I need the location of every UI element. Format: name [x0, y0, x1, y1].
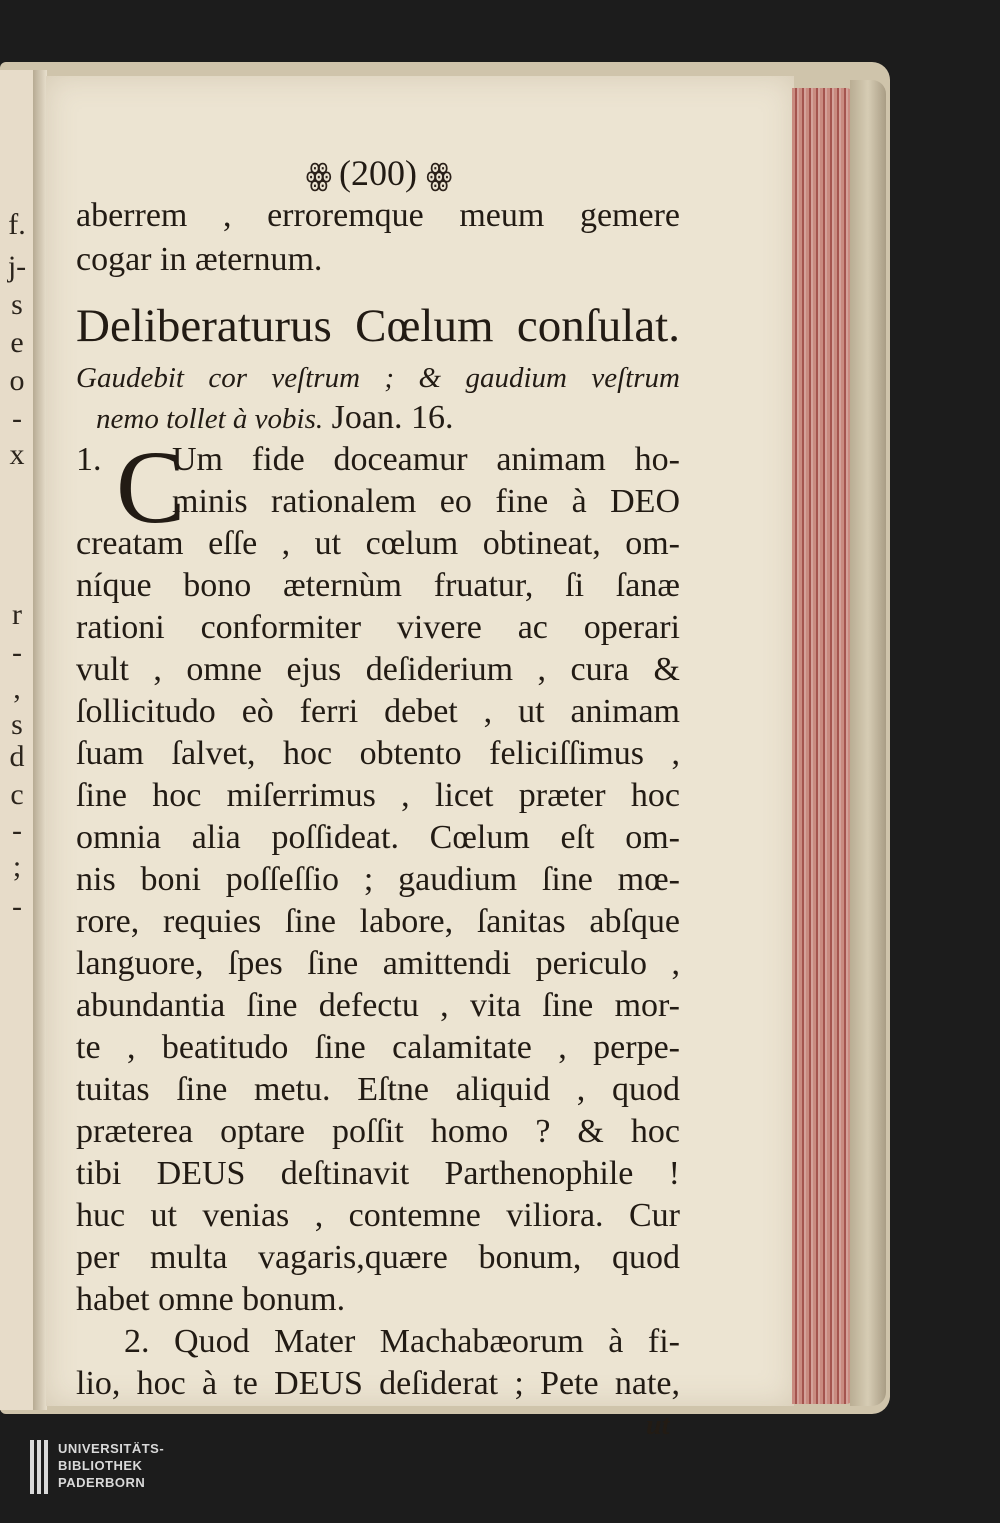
margin-char: j- — [7, 250, 27, 283]
drop-cap: C — [116, 430, 186, 545]
margin-char: , — [13, 672, 21, 705]
text-line: vult , omne ejus deſiderium , cura & — [76, 651, 680, 688]
text-line: nis boni poſſeſſio ; gaudium ſine mœ- — [76, 861, 680, 898]
text-line: níque bono æternùm fruatur, ſi ſanæ — [76, 567, 680, 604]
text-line: lio, hoc à te DEUS deſiderat ; Pete nate, — [76, 1365, 680, 1402]
library-name-line: PADERBORN — [58, 1475, 146, 1490]
margin-char: d — [9, 740, 25, 773]
text-line: ſollicitudo eò ferri debet , ut animam — [76, 693, 680, 730]
text-line: tuitas ſine metu. Eſtne aliquid , quod — [76, 1071, 680, 1108]
library-name-line: UNIVERSITÄTS- — [58, 1441, 165, 1456]
margin-char: o — [9, 364, 25, 397]
catchword: ut — [646, 1410, 670, 1441]
paragraph-number: 1. — [76, 441, 102, 478]
epigraph-reference: Joan. 16. — [331, 399, 454, 436]
text-line: Um fide doceamur animam ho- — [172, 441, 680, 478]
cover-edge — [850, 80, 886, 1406]
text-line: aberrem , erroremque meum gemere — [76, 197, 680, 234]
margin-char: s — [11, 288, 23, 321]
text-line: rationi conformiter vivere ac operari — [76, 609, 680, 646]
margin-char: - — [12, 402, 22, 435]
library-name — [58, 1440, 164, 1491]
book-gutter — [33, 70, 47, 1410]
text-line: rore, requies ſine labore, ſanitas abſque — [76, 903, 680, 940]
ornament-left-icon: ꙮ — [305, 159, 330, 192]
ornament-right-icon: ꙮ — [425, 159, 451, 192]
epigraph-line: Gaudebit cor veſtrum ; & gaudium veſtrum — [76, 362, 680, 394]
margin-char: - — [12, 636, 22, 669]
text-line: habet omne bonum. — [76, 1281, 346, 1318]
text-line: te , beatitudo ſine calamitate , perpe- — [76, 1029, 680, 1066]
red-page-edges — [792, 88, 854, 1404]
epigraph-text: nemo tollet à vobis. — [96, 403, 324, 435]
margin-char: s — [11, 708, 23, 741]
margin-char: r — [12, 598, 22, 631]
text-line: omnia alia poſſideat. Cœlum eſt om- — [76, 819, 680, 856]
section-heading: Deliberaturus Cœlum conſulat. — [76, 300, 680, 352]
margin-char: - — [12, 890, 22, 923]
text-line: per multa vagaris,quære bonum, quod — [76, 1239, 680, 1276]
text-line: præterea optare poſſit homo ? & hoc — [76, 1113, 680, 1150]
library-logo — [30, 1440, 200, 1500]
previous-page-strip — [0, 70, 36, 1410]
margin-char: - — [12, 814, 22, 847]
library-name-line: BIBLIOTHEK — [58, 1458, 143, 1473]
text-line: huc ut venias , contemne viliora. Cur — [76, 1197, 680, 1234]
text-line: tibi DEUS deſtinavit Parthenophile ! — [76, 1155, 680, 1192]
margin-char: e — [10, 326, 24, 359]
text-line: 2. Quod Mater Machabæorum à fi- — [124, 1323, 680, 1360]
text-line: ſine hoc miſerrimus , licet præter hoc — [76, 777, 680, 814]
margin-char: f. — [8, 208, 26, 241]
margin-char: c — [10, 778, 24, 811]
library-logo-icon — [30, 1440, 52, 1494]
text-line: languore, ſpes ſine amittendi periculo , — [76, 945, 680, 982]
text-line: creatam eſſe , ut cœlum obtineat, om- — [76, 525, 680, 562]
margin-char: x — [9, 438, 25, 471]
text-line: cogar in æternum. — [76, 241, 323, 278]
page-header — [76, 148, 680, 198]
text-line: minis rationalem eo fine à DEO — [172, 483, 680, 520]
text-line: abundantia ſine defectu , vita ſine mor- — [76, 987, 680, 1024]
text-line: ſuam ſalvet, hoc obtento feliciſſimus , — [76, 735, 680, 772]
margin-char: ; — [12, 850, 22, 883]
page-number: (200) — [339, 153, 417, 193]
